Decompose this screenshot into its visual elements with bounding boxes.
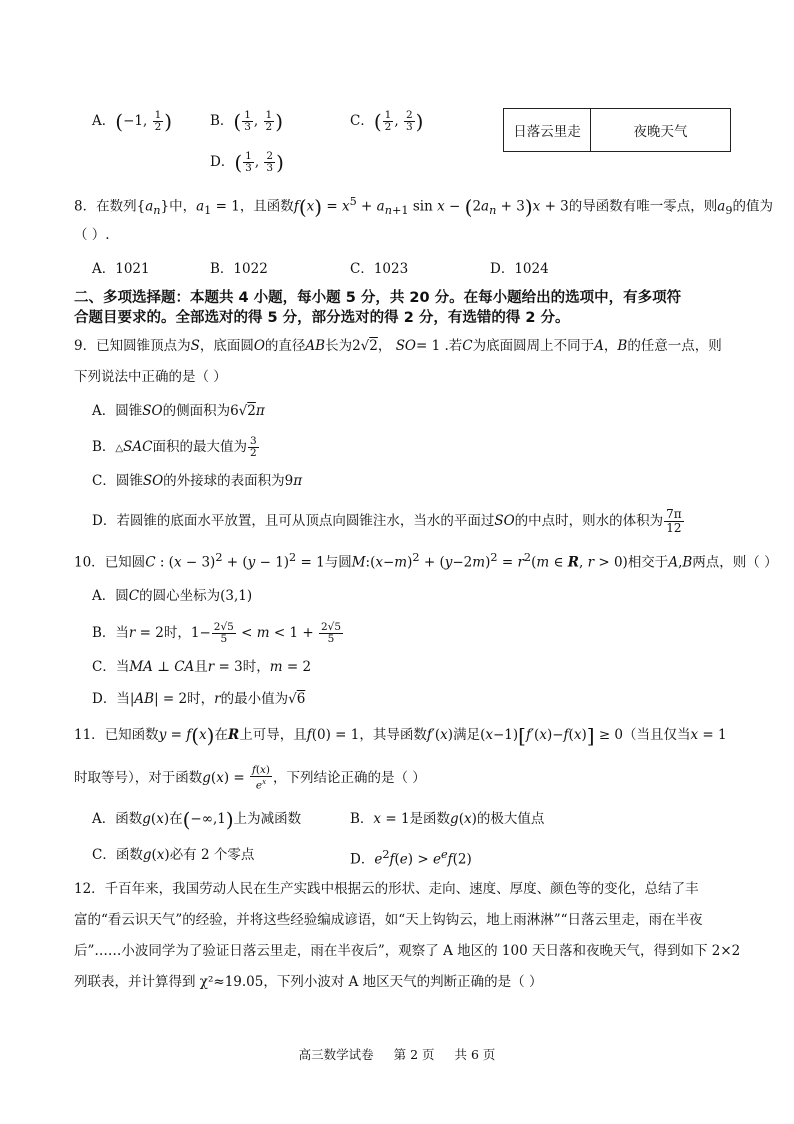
q9-option-a: A．圆锥SO的侧面积为6√2π: [92, 403, 265, 419]
q11-option-d: D．$e^2f(e) > e^ef(2)$: [350, 848, 472, 868]
q10-option-c: C．当MA ⊥ CA且r = 3时，m = 2: [92, 659, 312, 675]
footer-page: 第 2 页: [393, 1047, 435, 1062]
page-footer: [0, 1045, 794, 1063]
q9-option-d: D．若圆锥的底面水平放置，且可从顶点向圆锥注水，当水的平面过SO的中点时，则水的体积为 $\frac{7\pi}{12}$: [92, 507, 682, 535]
weather-table: [503, 108, 731, 152]
q7-option-b: B．( $\frac{1}{3}$ , $\frac{1}{2}$ ): [210, 109, 284, 134]
q7-option-a: A．(−1, $\frac{1}{2}$ ): [92, 109, 173, 134]
q11-stem-cont: 时取等号），对于函数g(x) = $\frac{f(x)}{e^x}$ ，下列结论正确的是（ ）: [74, 764, 426, 792]
table-cell-night-weather: 夜晚天气: [591, 109, 731, 152]
q8-stem: 8．在数列$\{a_n\}$中，$a_1 = 1$，且函数$f(x) = x^5 + a_{n+1}$ $\sin x - (2a_n + 3)x + 3$的导函数有唯一零点，则$a_9$的值为: [74, 195, 773, 219]
q8-option-b: B．1022: [210, 261, 268, 277]
table-cell-sunset: 日落云里走: [504, 109, 591, 152]
fraction: $\frac{1}{2}$: [154, 109, 162, 133]
section-heading: 二、多项选择题：本题共 4 小题，每小题 5 分，共 20 分。在每小题给出的选项中，有多项符: [74, 290, 682, 306]
q8-blank: （ ）.: [74, 227, 110, 243]
q8-option-d: D．1024: [490, 261, 549, 277]
q12-line-2: 富的“看云识天气”的经验，并将这些经验编成谚语，如“天上钩钩云，地上雨淋淋”“日落云里走，雨在半夜: [74, 912, 703, 928]
q10-option-a: A．圆C的圆心坐标为(3,1): [92, 588, 253, 604]
q12-line-1: 12．千百年来，我国劳动人民在生产实践中根据云的形状、走向、速度、厚度、颜色等的变化，总结了丰: [74, 881, 699, 897]
q11-stem: 11．已知函数y = f(x)在R上可导，且f(0) = 1，其导函数f′(x)满足(x−1)[f′(x)−f(x)] ≥ 0（当且仅当x = 1: [74, 723, 727, 748]
q11-option-b: B．x = 1是函数g(x)的极大值点: [350, 811, 545, 827]
q9-option-b: B．△SAC面积的最大值为 $\frac{3}{2}$: [92, 435, 257, 459]
footer-total: 共 6 页: [454, 1047, 496, 1062]
q11-option-a: A．函数g(x)在(−∞,1)上为减函数: [92, 807, 302, 832]
q11-option-c: C．函数g(x)必有 2 个零点: [92, 847, 255, 863]
q9-stem-cont: 下列说法中正确的是（ ）: [74, 369, 227, 385]
q8-option-c: C．1023: [350, 261, 409, 277]
section-heading-cont: 合题目要求的。全部选对的得 5 分，部分选对的得 2 分，有选错的得 2 分。: [74, 310, 570, 326]
q9-option-c: C．圆锥SO的外接球的表面积为9π: [92, 473, 303, 489]
q10-option-b: B．当r = 2时，1− $\frac{2√5}{5}$ < m < 1 + $\frac{2√5}{5}$: [92, 621, 342, 645]
q10-option-d: D．当|AB| = 2时，r的最小值为√6: [92, 691, 306, 707]
q10-stem: 10．已知圆C : $(x - 3)^2 + (y - 1)^2 = 1$与圆$M:(x-m)^2 + (y-2m)^2 = r^2(m$ ∈ R, r > 0)相交于A,B两点，则（ ）: [74, 551, 778, 571]
q7-option-d: D．( $\frac{1}{3}$ , $\frac{2}{3}$ ): [210, 150, 284, 175]
footer-subject: 高三数学试卷: [298, 1047, 374, 1062]
q8-option-a: A．1021: [92, 261, 150, 277]
q12-line-4: 列联表，并计算得到 χ²≈19.05，下列小波对 A 地区天气的判断正确的是（ ）: [74, 974, 543, 990]
q7-option-c: C．( $\frac{1}{2}$ , $\frac{2}{3}$ ): [350, 109, 424, 134]
q9-stem: 9．已知圆锥顶点为S，底面圆O的直径AB长为2√2， SO= 1 .若C为底面圆周上不同于A，B的任意一点，则: [74, 338, 722, 354]
q12-line-3: 后”……小波同学为了验证日落云里走，雨在半夜后”，观察了 A 地区的 100 天日落和夜晚天气，得到如下 2×2: [74, 943, 741, 959]
